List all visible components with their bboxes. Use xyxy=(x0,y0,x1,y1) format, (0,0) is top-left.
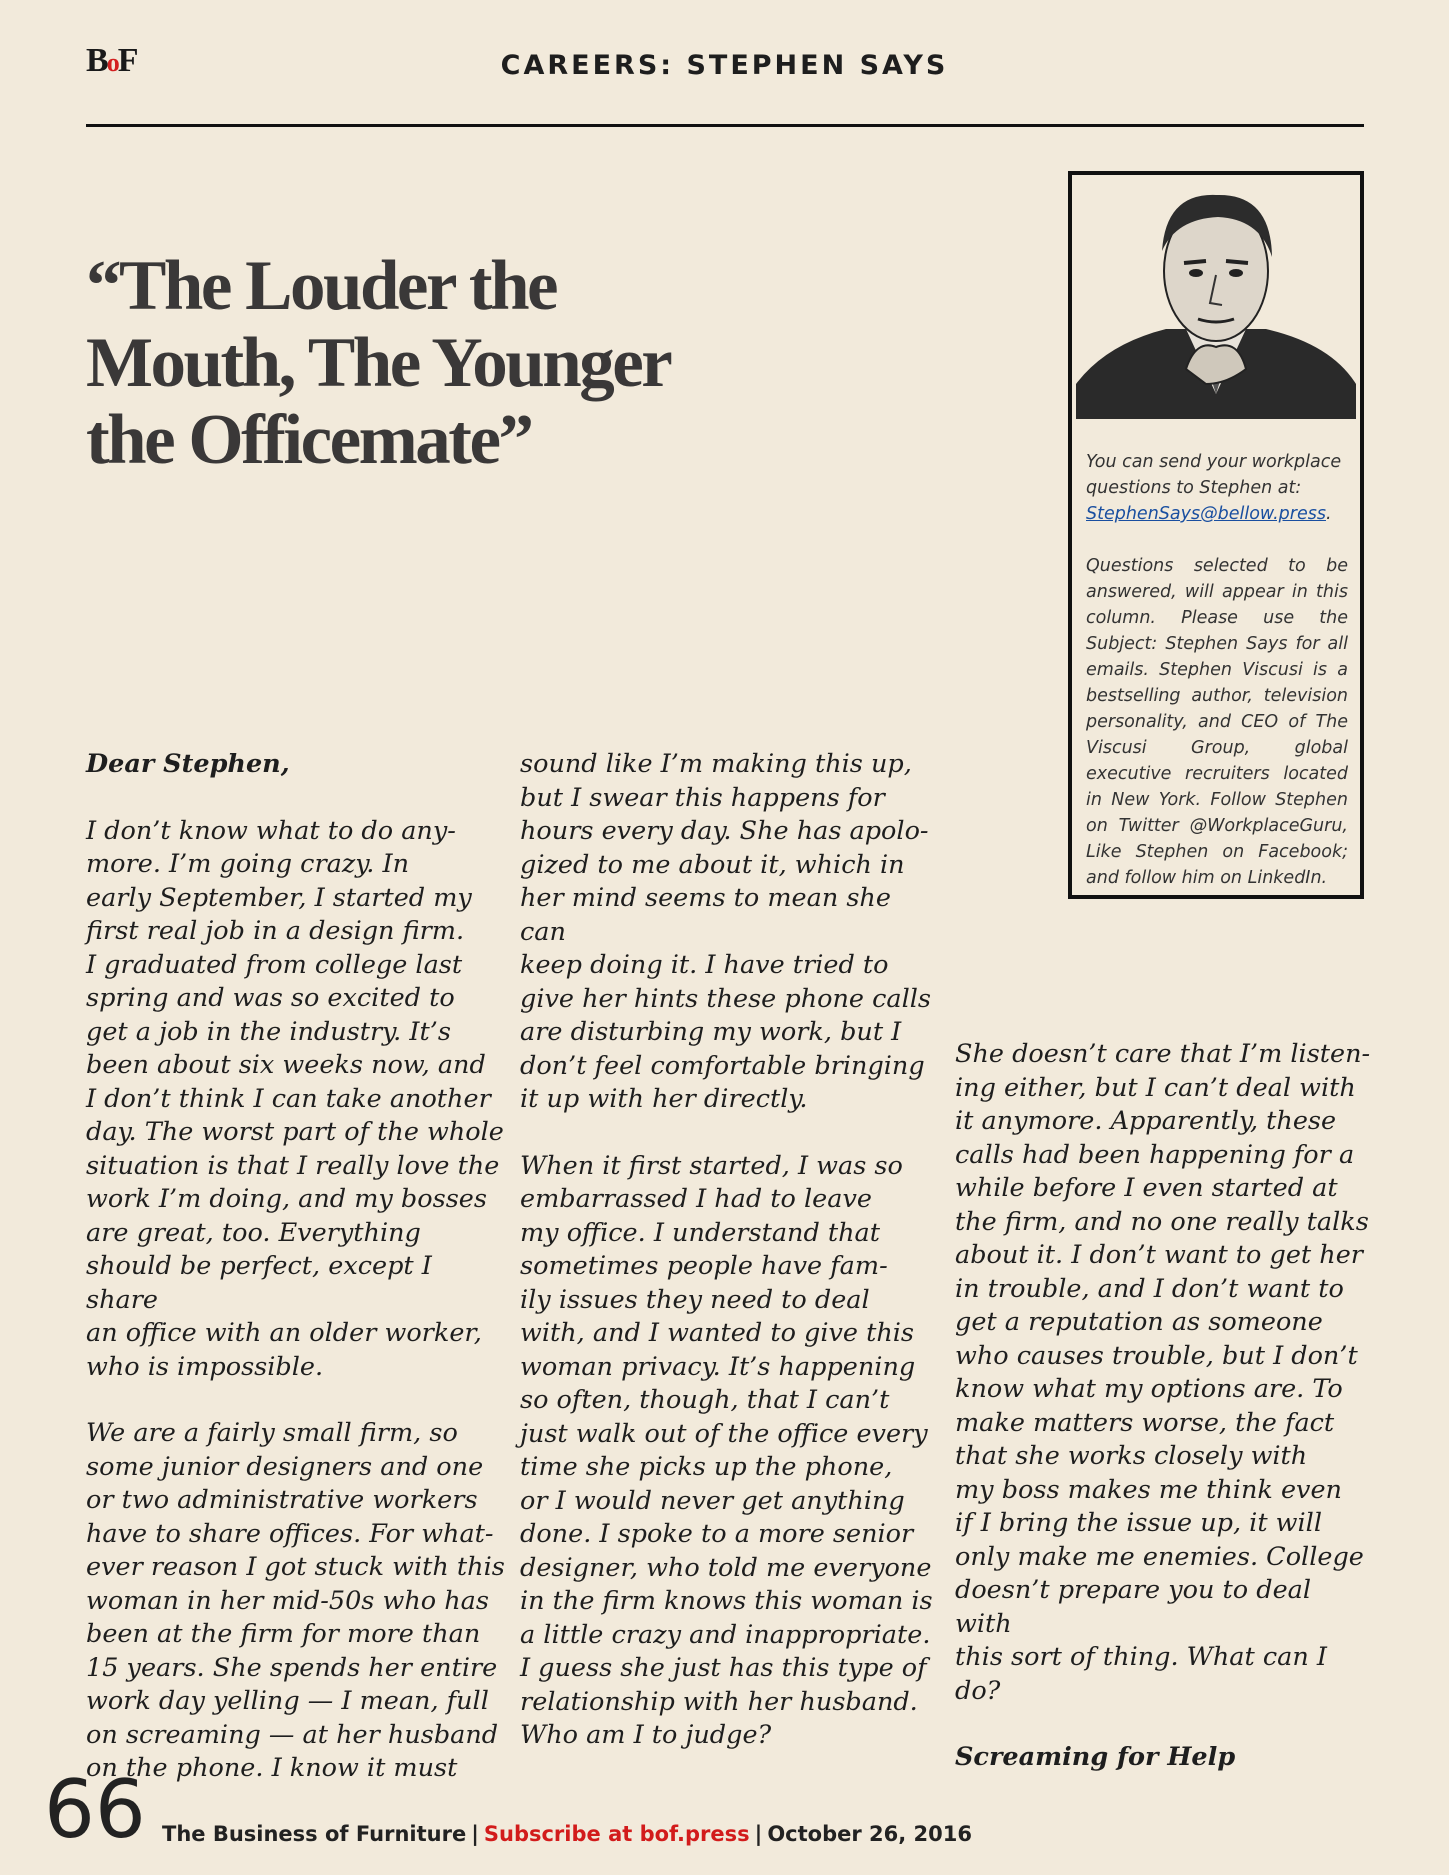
sidebar-bio: Questions selected to be answered, will appear in this column. Please use the Subject: Stephen Says for all emails. Stephen Viscusi is a bestselling author, television personality, and CEO of The Viscusi Group, global executive recruiters located in New York. Follow Stephen on Twitter @WorkplaceGuru, Like Stephen on Facebook; and follow him on LinkedIn. xyxy=(1086,556,1348,888)
letter-column-3 xyxy=(955,1038,1375,1808)
email-suffix: . xyxy=(1325,504,1332,524)
letter-column-1 xyxy=(86,748,506,1819)
publication-name: The Business of Furniture xyxy=(162,1822,467,1846)
contact-sidebar xyxy=(1068,171,1364,899)
page-number: 66 xyxy=(44,1763,146,1856)
sidebar-text xyxy=(1086,449,1348,891)
page-footer xyxy=(44,1763,1424,1856)
portrait-sketch-icon xyxy=(1076,179,1356,419)
letter-paragraph: She doesn’t care that I’m listen- ing either, but I can’t deal with it anymore. Apparently, these calls had been happening for a while before I even started at the firm, and no one really talks about it. I don’t want to get her in trouble, and I don’t want to get a reputation as someone who causes trouble, but I don’t know what my options are. To make matters worse, the fact that she works closely with my boss makes me think even if I bring the issue up, it will only make me enemies. College doesn’t prepare you to deal with this sort of thing. What can I do? xyxy=(955,1039,1371,1706)
sidebar-intro: You can send your workplace questions to Stephen at: xyxy=(1086,452,1342,498)
section-title: CAREERS: STEPHEN SAYS xyxy=(500,50,949,81)
letter-signoff: Screaming for Help xyxy=(955,1742,1236,1772)
bof-logo: BoF xyxy=(86,42,137,79)
letter-column-2 xyxy=(520,748,940,1786)
letter-paragraph: We are a fairly small firm, so some junior designers and one or two administrative workers have to share offices. For what- ever reason I got stuck with this woman in her mid-50s who has been at the firm for more than 15 years. She spends her entire work day yelling — I mean, full on screaming — at her husband on the phone. I know it must xyxy=(86,1418,505,1783)
footer-separator: | xyxy=(471,1822,479,1846)
footer-text xyxy=(162,1822,972,1846)
footer-separator: | xyxy=(754,1822,763,1846)
subscribe-link[interactable]: Subscribe at bof.press xyxy=(483,1822,750,1846)
issue-date: October 26, 2016 xyxy=(767,1822,972,1846)
header-rule xyxy=(86,124,1364,127)
article-headline: “The Louder the Mouth, The Younger the Officemate” xyxy=(86,247,669,479)
email-link[interactable]: StephenSays@bellow.press xyxy=(1086,504,1326,524)
letter-paragraph: I don’t know what to do any- more. I’m going crazy. In early September, I started my first real job in a design firm. I graduated from college last spring and was so excited to get a job in the industry. It’s been about six weeks now, and I don’t think I can take another day. The worst part of the whole situation is that I really love the work I’m doing, and my bosses are great, too. Everything should be perfect, except I share an office with an older worker, who is impossible. xyxy=(86,815,504,1382)
letter-paragraph: When it first started, I was so embarrassed I had to leave my office. I understand that sometimes people have fam- ily issues they need to deal with, and I wanted to give this woman privacy. It’s happening so often, though, that I can’t just walk out of the office every time she picks up the phone, or I would never get anything done. I spoke to a more senior designer, who told me everyone in the firm knows this woman is a little crazy and inappropriate. I guess she just has this type of relationship with her husband. Who am I to judge? xyxy=(520,1150,933,1750)
letter-paragraph: sound like I’m making this up, but I swear this happens for hours every day. She has apolo- gized to me about it, which in her mind seems to mean she can keep doing it. I have tried to give her hints these phone calls are disturbing my work, but I don’t feel comfortable bringing it up with her directly. xyxy=(520,749,931,1114)
letter-salutation: Dear Stephen, xyxy=(86,749,290,779)
